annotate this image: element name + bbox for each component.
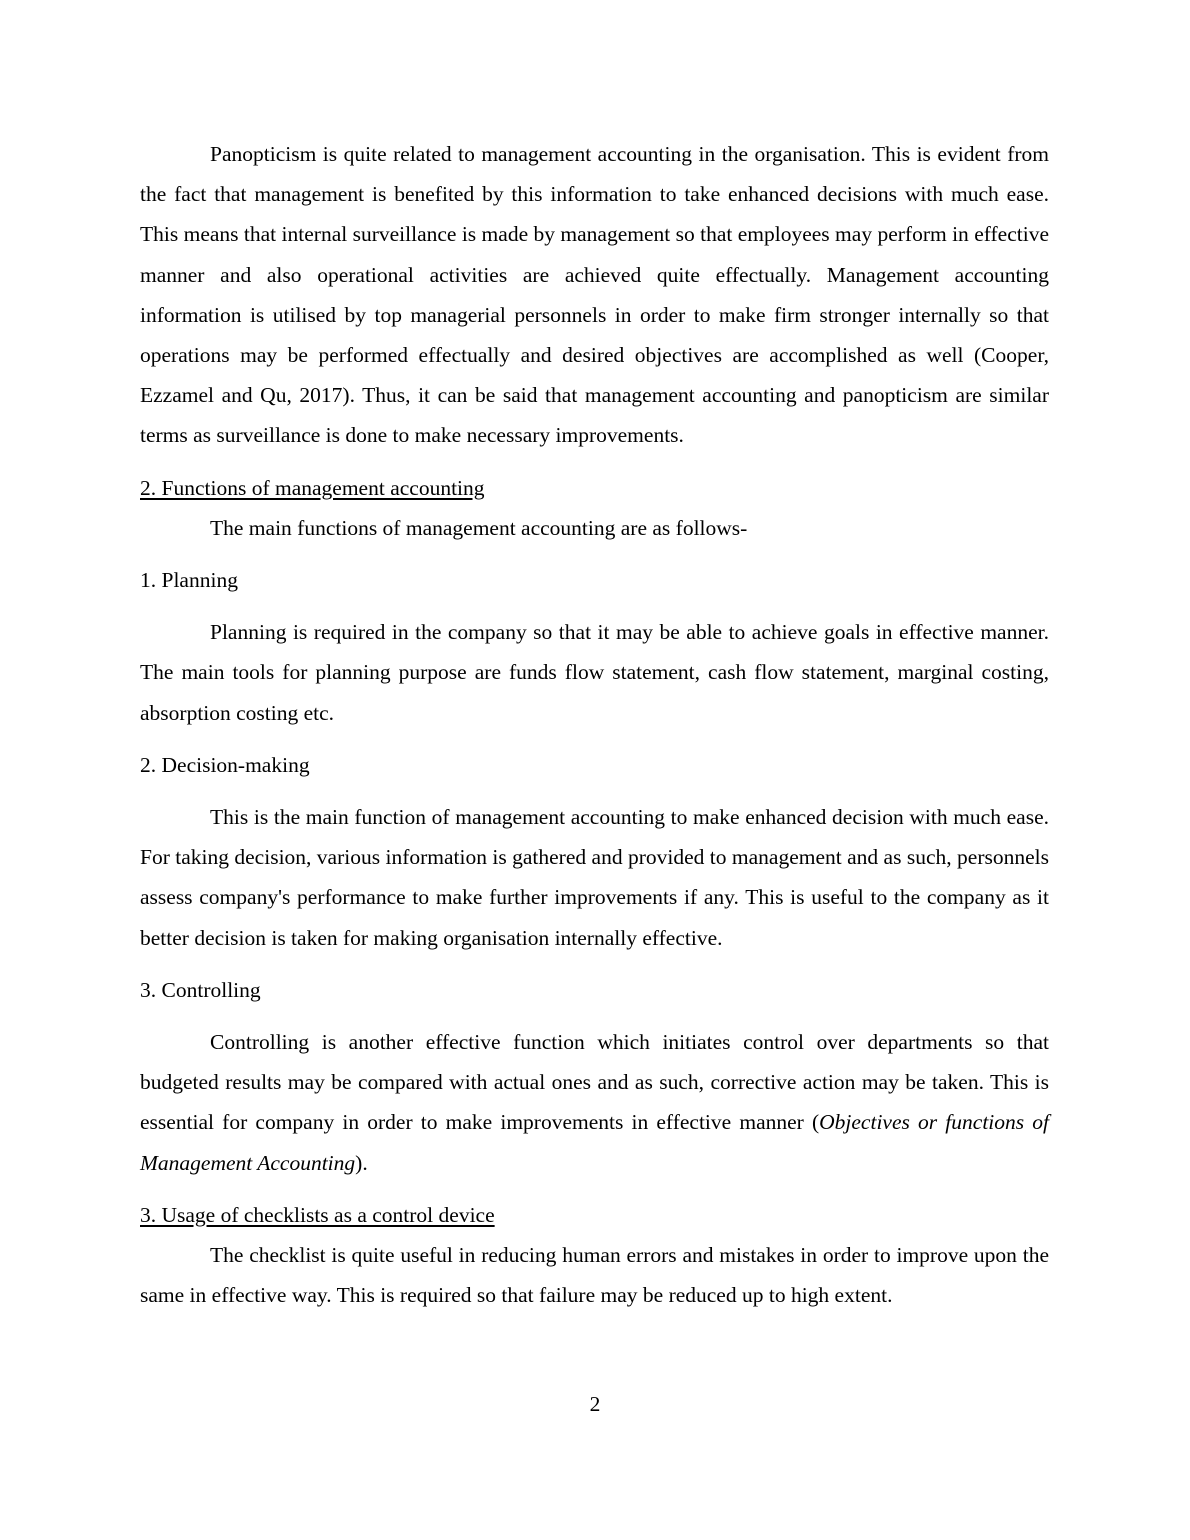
page-content	[140, 134, 1049, 1315]
controlling-text: Controlling is another effective function which initiates control over departments so that budgeted results may be compared with actual ones and as such, corrective action may be taken. This is essential for company in order to make improvements in effective manner (	[140, 1030, 1049, 1135]
functions-intro-paragraph: The main functions of management accounting are as follows-	[210, 515, 748, 540]
controlling-text-end: ).	[355, 1150, 368, 1175]
controlling-citation: Objectives or functions of Management Accounting	[140, 1110, 1050, 1175]
checklist-paragraph: The checklist is quite useful in reducing human errors and mistakes in order to improve upon the same in effective way. This is required so that failure may be reduced up to high extent.	[140, 1243, 1049, 1308]
subheading-planning: 1. Planning	[140, 568, 238, 593]
page-number: 2	[589, 1392, 601, 1416]
section-heading-functions: 2. Functions of management accounting	[140, 475, 485, 500]
section-heading-checklists: 3. Usage of checklists as a control device	[140, 1202, 495, 1227]
panopticism-paragraph: Panopticism is quite related to management accounting in the organisation. This is evident from the fact that management is benefited by this information to take enhanced decisions with much ease. This means that internal surveillance is made by management so that employees may perform in effective manner and also operational activities are achieved quite effectually. Management accounting information is utilised by top managerial personnels in order to make firm stronger internally so that operations may be performed effectually and desired objectives are accomplished as well (Cooper, Ezzamel and Qu, 2017). Thus, it can be said that management accounting and panopticism are similar terms as surveillance is done to make necessary improvements.	[140, 142, 1049, 448]
subheading-decision-making: 2. Decision-making	[140, 752, 310, 777]
controlling-paragraph	[140, 1022, 1049, 1183]
planning-paragraph: Planning is required in the company so that it may be able to achieve goals in effective manner. The main tools for planning purpose are funds flow statement, cash flow statement, marginal costing, absorption costing etc.	[140, 620, 1049, 725]
decision-making-paragraph: This is the main function of management accounting to make enhanced decision with much ease. For taking decision, various information is gathered and provided to management and as such, personnels assess company's performance to make further improvements if any. This is useful to the company as it better decision is taken for making organisation internally effective.	[140, 805, 1049, 950]
subheading-controlling: 3. Controlling	[140, 977, 261, 1002]
